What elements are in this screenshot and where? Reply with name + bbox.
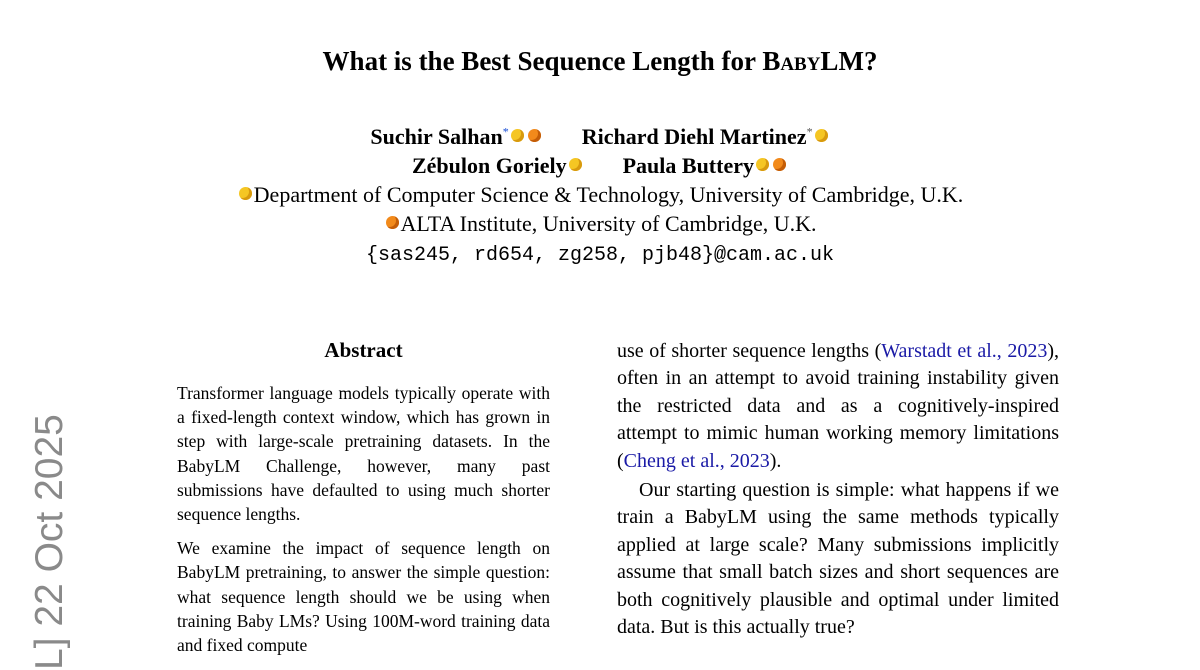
author-emails: {sas245, rd654, zg258, pjb48}@cam.ac.uk bbox=[365, 244, 835, 267]
body-text: ). bbox=[769, 449, 782, 472]
lemon-icon bbox=[815, 129, 828, 142]
right-column bbox=[617, 338, 1059, 641]
lemon-icon bbox=[511, 129, 524, 142]
equal-contribution-mark: * bbox=[502, 124, 509, 139]
affiliation-text: ALTA Institute, University of Cambridge, U.K. bbox=[400, 211, 817, 236]
title-suffix: ? bbox=[863, 46, 878, 76]
title-text: What is the Best Sequence Length for bbox=[322, 46, 763, 76]
orange-icon bbox=[386, 216, 399, 229]
author-line-1 bbox=[0, 122, 1200, 151]
equal-contribution-mark: * bbox=[806, 124, 813, 139]
lemon-icon bbox=[239, 187, 252, 200]
paper-title bbox=[0, 46, 1200, 77]
author-suchir-salhan: Suchir Salhan bbox=[370, 124, 503, 149]
affiliation-1 bbox=[0, 180, 1200, 209]
body-text: use of shorter sequence lengths ( bbox=[617, 340, 882, 362]
orange-icon bbox=[773, 158, 786, 171]
affiliation-2 bbox=[0, 209, 1200, 238]
lemon-icon bbox=[569, 158, 582, 171]
body-paragraph-2: Our starting question is simple: what happens if we train a BabyLM using the same methods typically applied at large scale? Many submissions implicitly assume that small batch sizes and short sequences are both cognitively plausible and optimal under limited data. But is this actually true? bbox=[617, 479, 1059, 639]
abstract-heading: Abstract bbox=[324, 338, 403, 362]
arxiv-stamp: L] 22 Oct 2025 bbox=[28, 414, 71, 670]
author-richard-diehl-martinez: Richard Diehl Martinez bbox=[581, 124, 807, 149]
citation-warstadt-2023[interactable]: Warstadt et al., 2023 bbox=[881, 340, 1048, 362]
citation-cheng-2023[interactable]: Cheng et al., 2023 bbox=[623, 449, 770, 472]
left-column bbox=[177, 338, 550, 667]
abstract-paragraph-1: Transformer language models typically operate with a fixed-length context window, which has grown in step with large-scale pretraining datasets. In the BabyLM Challenge, however, many past submissions have defaulted to using much shorter sequence lengths. bbox=[177, 383, 550, 525]
author-zebulon-goriely: Zébulon Goriely bbox=[411, 153, 567, 178]
email-line bbox=[0, 238, 1200, 270]
lemon-icon bbox=[756, 158, 769, 171]
orange-icon bbox=[528, 129, 541, 142]
title-babylm: BabyLM bbox=[762, 46, 864, 76]
body-paragraph-1 bbox=[617, 338, 1059, 475]
abstract-paragraph-2: We examine the impact of sequence length on BabyLM pretraining, to answer the simple question: what sequence length should we be using when training Baby LMs? Using 100M-word training data and fixed compute bbox=[177, 538, 550, 656]
author-line-2 bbox=[0, 151, 1200, 180]
author-paula-buttery: Paula Buttery bbox=[622, 153, 754, 178]
author-block bbox=[0, 122, 1200, 270]
body-text: ), often in an attempt to avoid training instability given the restricted data and as a cognitively-inspired attempt to mimic human working memory limitations ( bbox=[617, 340, 1059, 472]
affiliation-text: Department of Computer Science & Technology, University of Cambridge, U.K. bbox=[253, 182, 964, 207]
